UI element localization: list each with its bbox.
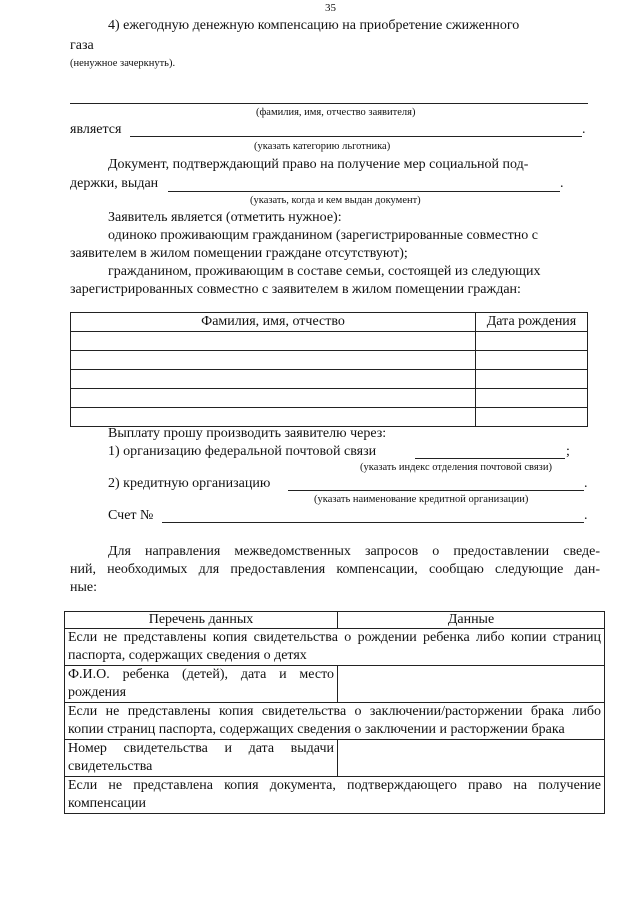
item4-line1: 4) ежегодную денежную компенсацию на приобретение сжиженного <box>108 18 520 33</box>
data-table <box>64 611 605 814</box>
data-table-header <box>65 612 605 629</box>
family-date-cell[interactable] <box>476 408 588 427</box>
post-label: 1) организацию федеральной почтовой связи <box>108 444 377 459</box>
family-table-header <box>71 313 588 332</box>
family-date-cell[interactable] <box>476 332 588 351</box>
table-row <box>71 351 588 370</box>
strike-note: (ненужное зачеркнуть). <box>70 58 176 69</box>
account-end: . <box>584 508 588 523</box>
applicant-name-line[interactable] <box>70 103 588 104</box>
table-row <box>65 740 605 777</box>
row-entitlement-document-note: Если не представлена копия документа, подтверждающего право на получение компенсации <box>65 777 605 814</box>
category-caption: (указать категорию льготника) <box>254 141 391 152</box>
item4-line2: газа <box>70 38 94 53</box>
family-date-cell[interactable] <box>476 389 588 408</box>
document-line2: держки, выдан <box>70 176 159 191</box>
table-row <box>71 332 588 351</box>
document-end: . <box>560 176 564 191</box>
category-end: . <box>582 122 586 137</box>
requests-line3: ные: <box>70 580 98 595</box>
family-date-cell[interactable] <box>476 351 588 370</box>
header-data-list: Перечень данных <box>65 612 338 629</box>
table-row <box>65 666 605 703</box>
row-certificate-number-label: Номер свидетельства и дата выдачи свидетельства <box>65 740 338 777</box>
applicant-is-label: является <box>70 122 122 137</box>
row-marriage-certificate-note: Если не представлены копия свидетельства о заключении/расторжении брака либо копии страниц паспорта, содержащих сведения о заключении и расторжении брака <box>65 703 605 740</box>
family-name-cell[interactable] <box>71 389 476 408</box>
child-data-cell[interactable] <box>338 666 605 703</box>
document-caption: (указать, когда и кем выдан документ) <box>250 195 421 206</box>
payment-heading: Выплату прошу производить заявителю через: <box>108 426 387 441</box>
status-heading: Заявитель является (отметить нужное): <box>108 210 342 225</box>
status-opt1-line1: одиноко проживающим гражданином (зарегистрированные совместно с <box>108 228 539 243</box>
document-issued-line[interactable] <box>168 191 560 192</box>
table-row <box>65 629 605 666</box>
row-child-name-label: Ф.И.О. ребенка (детей), дата и место рождения <box>65 666 338 703</box>
row-birth-certificate-note: Если не представлены копия свидетельства о рождении ребенка либо копии страниц паспорта, содержащих сведения о детях <box>65 629 605 666</box>
family-name-cell[interactable] <box>71 370 476 389</box>
family-name-cell[interactable] <box>71 332 476 351</box>
account-label: Счет № <box>108 508 154 523</box>
certificate-data-cell[interactable] <box>338 740 605 777</box>
post-caption: (указать индекс отделения почтовой связи) <box>360 462 552 473</box>
page-number: 35 <box>325 2 336 14</box>
credit-label: 2) кредитную организацию <box>108 476 271 491</box>
status-opt1-line2: заявителем в жилом помещении граждане отсутствуют); <box>70 246 408 261</box>
header-full-name: Фамилия, имя, отчество <box>71 313 476 332</box>
table-row <box>65 777 605 814</box>
category-line[interactable] <box>130 136 582 137</box>
header-birth-date: Дата рождения <box>476 313 588 332</box>
requests-line1: Для направления межведомственных запросов о предоставлении сведе- <box>108 544 600 559</box>
credit-caption: (указать наименование кредитной организации) <box>314 494 529 505</box>
post-end: ; <box>566 444 570 459</box>
account-number-line[interactable] <box>162 522 584 523</box>
family-table <box>70 312 588 427</box>
family-name-cell[interactable] <box>71 351 476 370</box>
document-line1: Документ, подтверждающий право на получение мер социальной под- <box>108 157 529 172</box>
post-office-line[interactable] <box>415 458 565 459</box>
status-opt2-line1: гражданином, проживающим в составе семьи, состоящей из следующих <box>108 264 541 279</box>
table-row <box>71 370 588 389</box>
credit-end: . <box>584 476 588 491</box>
table-row <box>65 703 605 740</box>
credit-org-line[interactable] <box>288 490 584 491</box>
header-data-values: Данные <box>338 612 605 629</box>
table-row <box>71 408 588 427</box>
family-name-cell[interactable] <box>71 408 476 427</box>
table-row <box>71 389 588 408</box>
requests-line2: ний, необходимых для предоставления компенсации, сообщаю следующие дан- <box>70 562 600 577</box>
applicant-name-caption: (фамилия, имя, отчество заявителя) <box>256 107 416 118</box>
family-date-cell[interactable] <box>476 370 588 389</box>
status-opt2-line2: зарегистрированных совместно с заявителем в жилом помещении граждан: <box>70 282 521 297</box>
